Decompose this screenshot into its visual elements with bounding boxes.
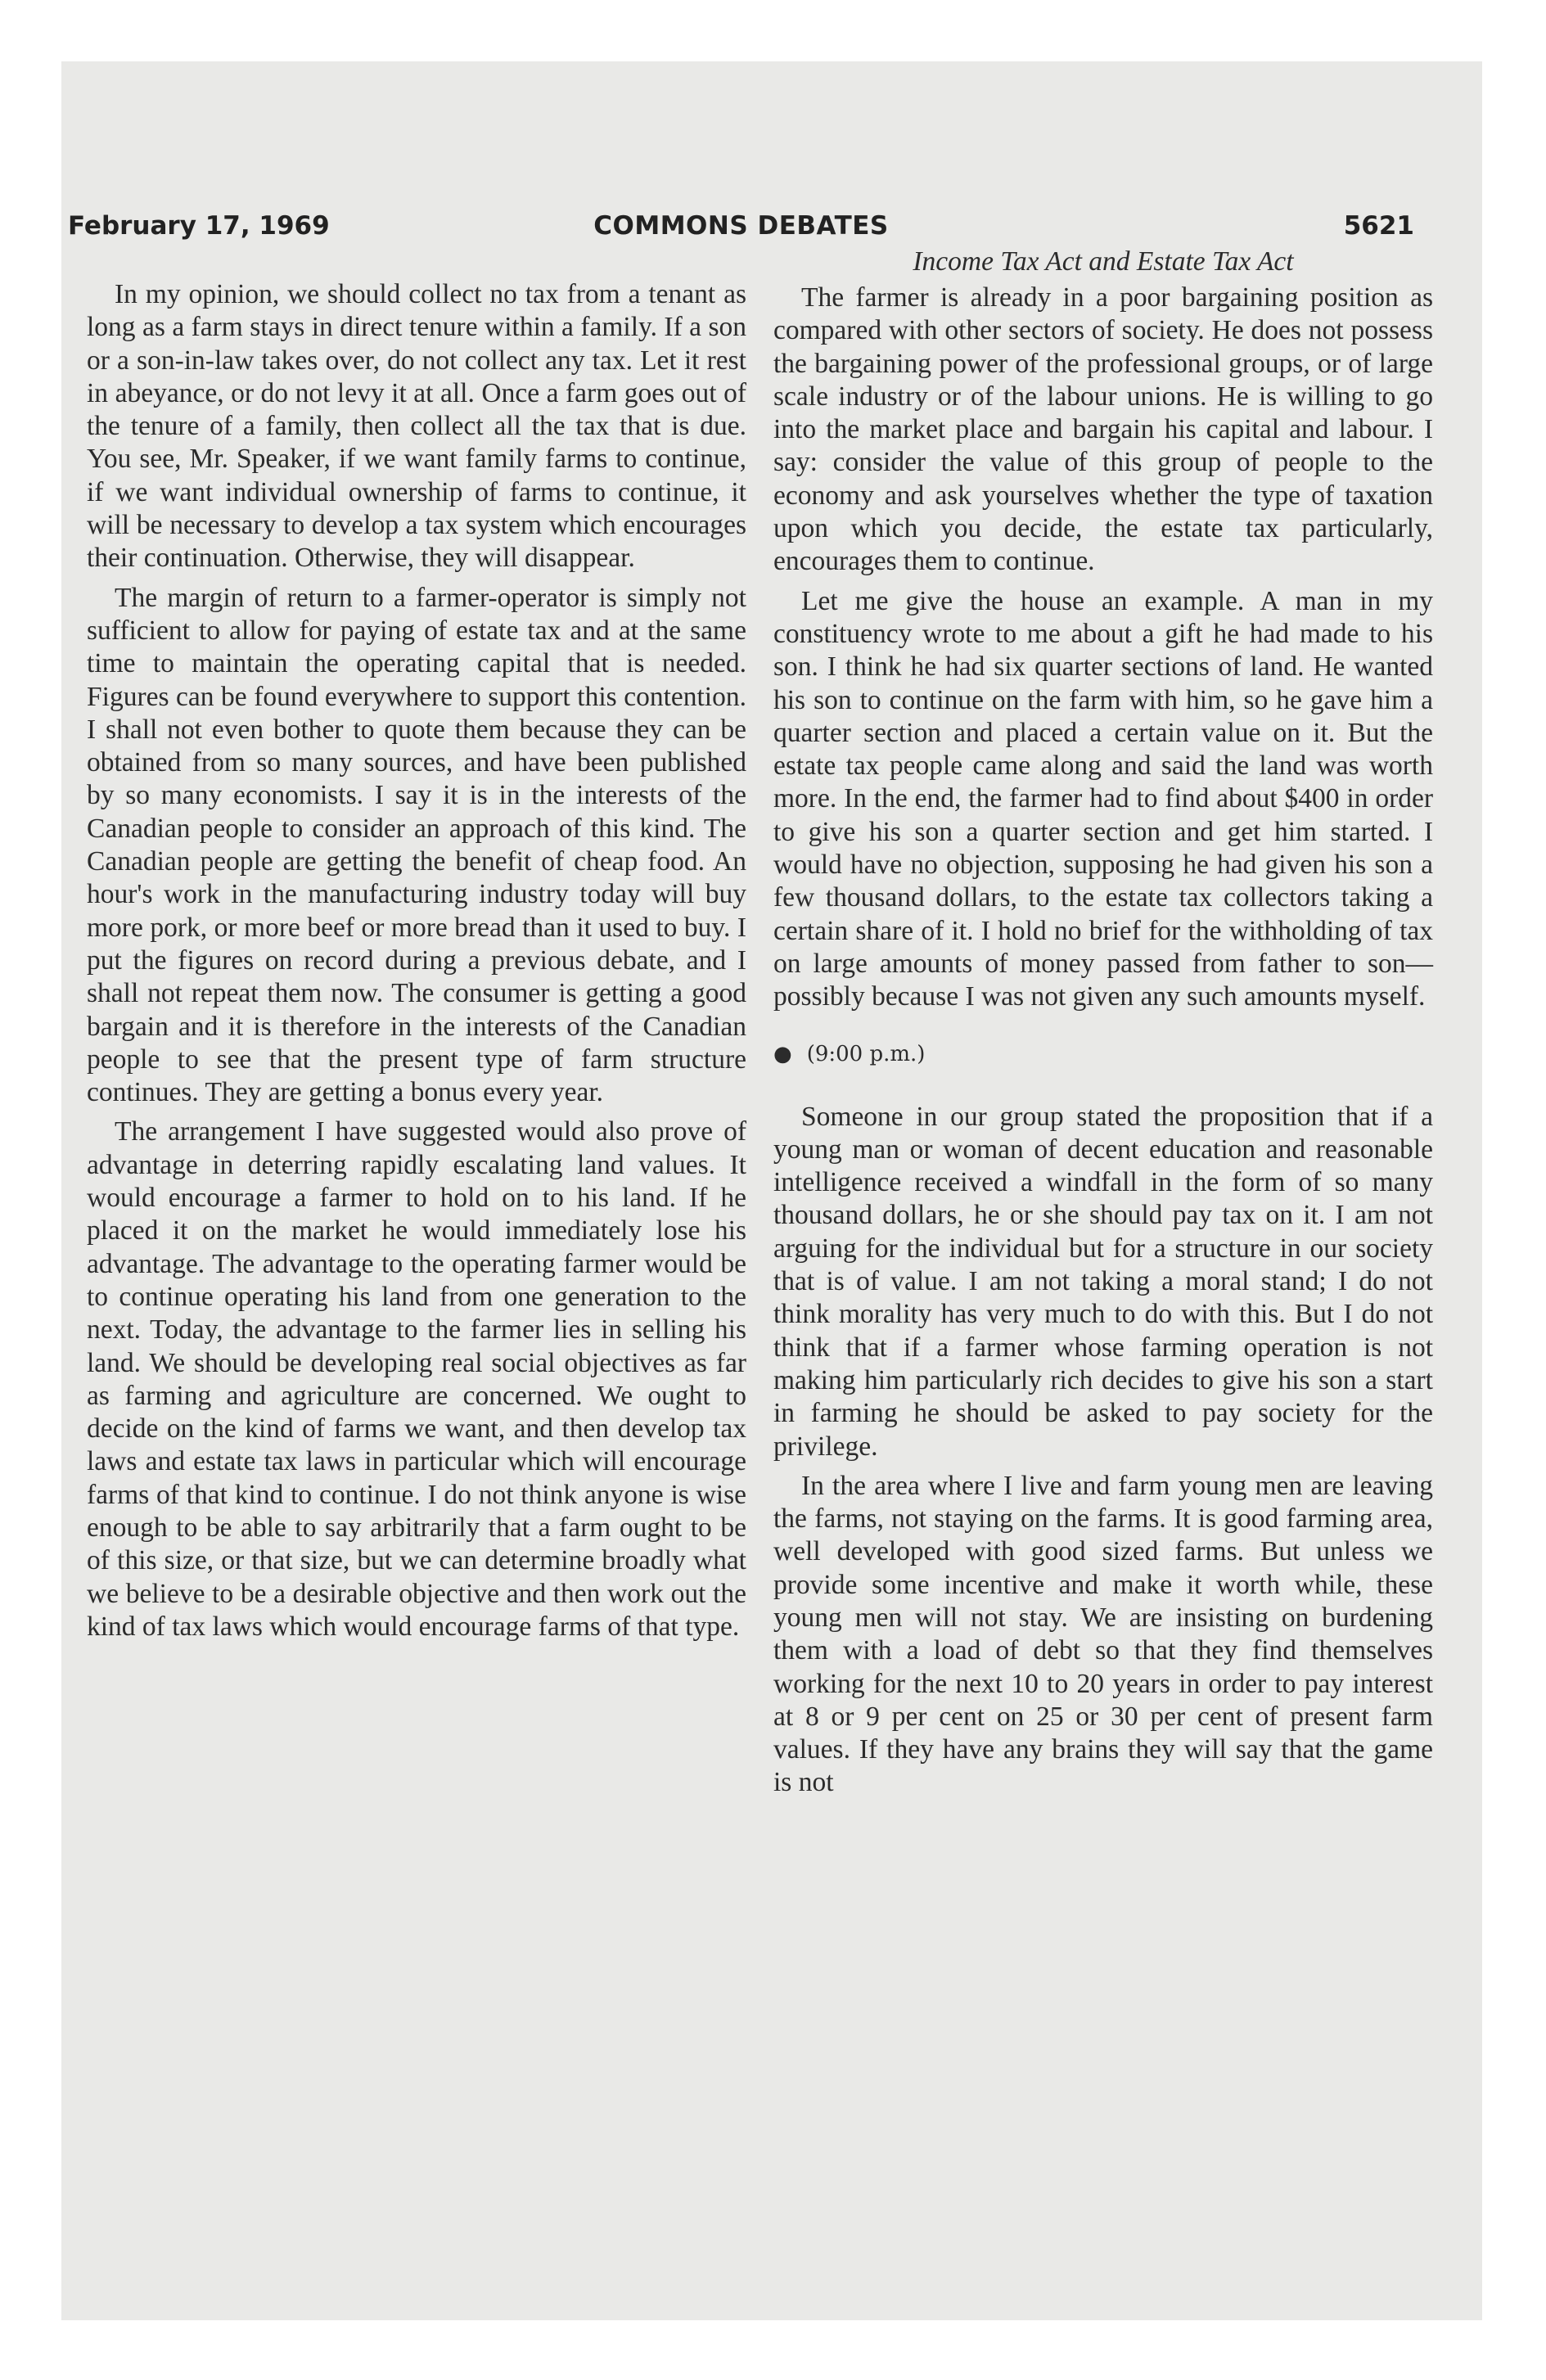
right-column	[773, 246, 1433, 1806]
left-column	[87, 278, 746, 1650]
bullet-icon: ●	[773, 1041, 792, 1066]
paragraph: In my opinion, we should collect no tax from a tenant as long as a farm stays in direct tenure within a family. If a son or a son-in-law takes over, do not collect any tax. Let it rest in abeyance, or do not levy it at all. Once a farm goes out of the tenure of a family, then collect all the tax that is due. You see, Mr. Speaker, if we want family farms to continue, if we want individual ownership of farms to continue, it will be necessary to develop a tax system which encourages their continuation. Otherwise, they will disappear.	[87, 279, 746, 574]
header-date: February 17, 1969	[68, 211, 330, 241]
paragraph: In the area where I live and farm young men are leaving the farms, not staying on the farms. It is good farming area, well developed with good sized farms. But unless we provide some incentive and make it worth while, these young men will not stay. We are insisting on burdening them with a load of debt so that they find themselves working for the next 10 to 20 years in order to pay interest at 8 or 9 per cent on 25 or 30 per cent of present farm values. If they have any brains they will say that the game is not	[773, 1470, 1433, 1798]
time-marker	[773, 1042, 1433, 1066]
paragraph: Let me give the house an example. A man in my constituency wrote to me about a gift he had made to his son. I think he had six quarter sections of land. He wanted his son to continue on the farm with him, so he gave him a quarter section and placed a certain value on it. But the estate tax people came along and said the land was worth more. In the end, the farmer had to find about $400 in order to give his son a quarter section and get him started. I would have no objection, supposing he had given his son a few thousand dollars, to the estate tax collectors taking a certain share of it. I hold no brief for the withholding of tax on large amounts of money passed from father to son—possibly because I was not given any such amounts myself.	[773, 585, 1433, 1012]
paragraph: The arrangement I have suggested would also prove of advantage in deterring rapidly escalating land values. It would encourage a farmer to hold on to his land. If he placed it on the market he would immediately lose his advantage. The advantage to the operating farmer would be to continue operating his land from one generation to the next. Today, the advantage to the farmer lies in selling his land. We should be developing real social objectives as far as farming and agriculture are concerned. We ought to decide on the kind of farms we want, and then develop tax laws and estate tax laws in particular which will encourage farms of that kind to continue. I do not think anyone is wise enough to be able to say arbitrarily that a farm ought to be of this size, or that size, but we can determine broadly what we believe to be a desirable objective and then work out the kind of tax laws which would encourage farms of that type.	[87, 1116, 746, 1642]
header-page-number: 5621	[1343, 211, 1414, 241]
section-subheading: Income Tax Act and Estate Tax Act	[913, 246, 1294, 277]
header-title: COMMONS DEBATES	[593, 211, 889, 241]
paragraph: The margin of return to a farmer-operator is simply not sufficient to allow for paying of estate tax and at the same time to maintain the operating capital that is needed. Figures can be found everywhere to support this contention. I shall not even bother to quote them because they can be obtained from so many sources, and have been published by so many economists. I say it is in the interests of the Canadian people to consider an approach of this kind. The Canadian people are getting the benefit of cheap food. An hour's work in the manufacturing industry today will buy more pork, or more beef or more bread than it used to buy. I put the figures on record during a previous debate, and I shall not repeat them now. The consumer is getting a good bargain and it is therefore in the interests of the Canadian people to see that the present type of farm structure continues. They are getting a bonus every year.	[87, 582, 746, 1108]
paragraph: Someone in our group stated the proposition that if a young man or woman of decent education and reasonable intelligence received a windfall in the form of so many thousand dollars, he or she should pay tax on it. I am not arguing for the individual but for a structure in our society that is of value. I am not taking a moral stand; I do not think morality has very much to do with this. But I do not think that if a farmer whose farming operation is not making him particularly rich decides to give his son a start in farming he should be asked to pay society for the privilege.	[773, 1101, 1433, 1462]
paragraph: The farmer is already in a poor bargaining position as compared with other sectors of society. He does not possess the bargaining power of the professional groups, or of large scale industry or of the labour unions. He is willing to go into the market place and bargain his capital and labour. I say: consider the value of this group of people to the economy and ask yourselves whether the type of taxation upon which you decide, the estate tax particularly, encourages them to continue.	[773, 282, 1433, 577]
time-marker-text: (9:00 p.m.)	[806, 1041, 926, 1066]
